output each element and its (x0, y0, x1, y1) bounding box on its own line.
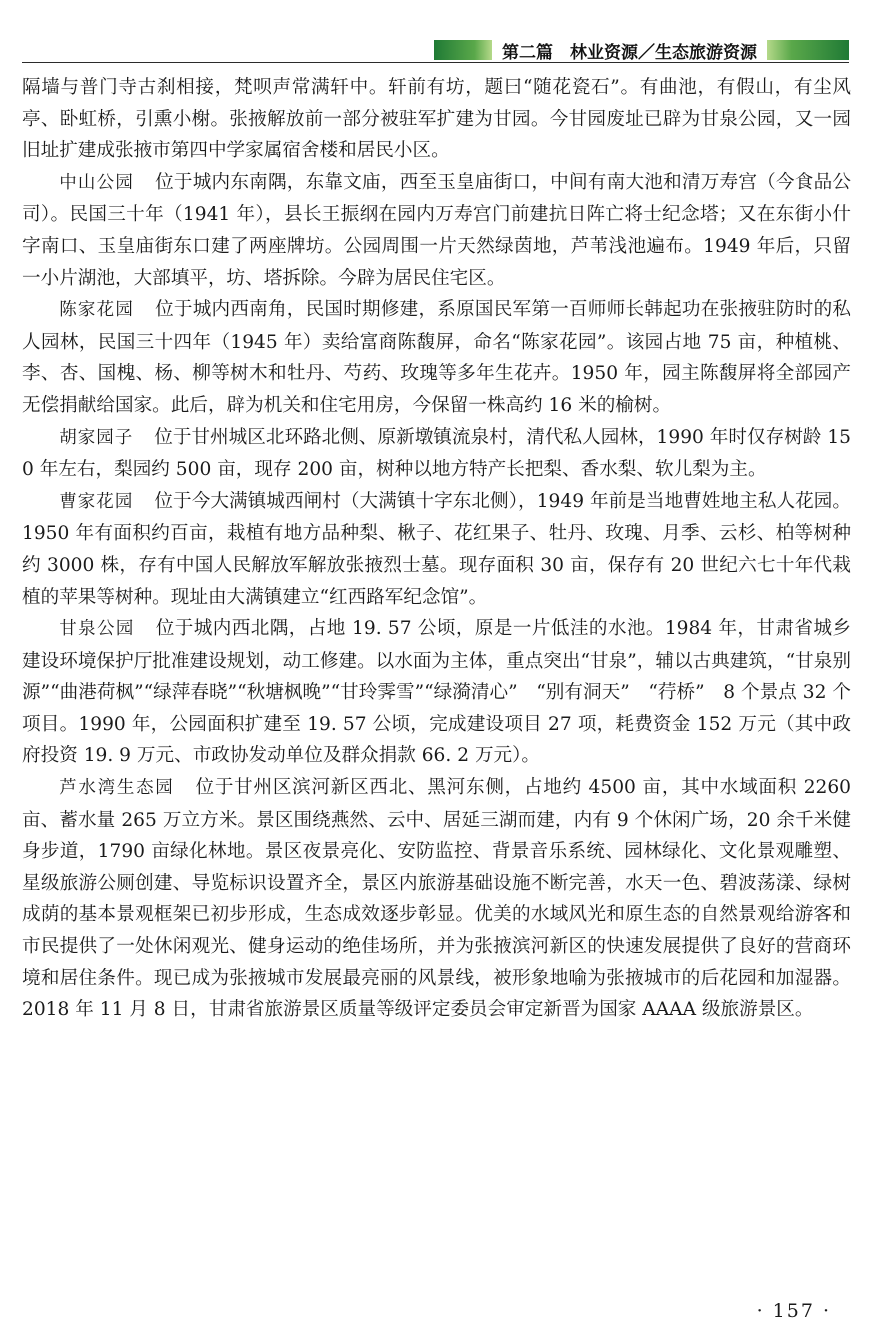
entry-term: 曹家花园 (59, 491, 134, 512)
paragraph-text: 位于甘州城区北环路北侧、原新墩镇流泉村，清代私人园林，1990 年时仅存树龄 150 年左右，梨园约 500 亩，现存 200 亩，树种以地方特产长把梨、香水梨、软儿梨为主。 (22, 426, 851, 481)
paragraph-chen-garden (22, 294, 851, 421)
section-title: 第二篇 林业资源／生态旅游资源 (502, 42, 757, 63)
paragraph-text: 位于今大满镇城西闸村（大满镇十字东北侧），1949 年前是当地曹姓地主私人花园。1950 年有面积约百亩，栽植有地方品种梨、楸子、花红果子、牡丹、玫瑰、月季、云杉、柏等树种约 3000 株，存有中国人民解放军解放张掖烈士墓。现存面积 30 亩，保存有 20 世纪六七十年代栽植的苹果等树种。现址由大满镇建立“红西路军纪念馆”。 (22, 490, 851, 608)
entry-term: 甘泉公园 (59, 619, 135, 640)
header-banner (434, 40, 849, 63)
paragraph-cao-garden (22, 486, 851, 613)
entry-term: 中山公园 (59, 172, 135, 193)
paragraph-text: 位于城内西北隅，占地 19. 57 公顷，原是一片低洼的水池。1984 年，甘肃省城乡建设环境保护厅批准建设规划，动工修建。以水面为主体，重点突出“甘泉”，辅以古典建筑，“甘泉别源”“曲港荷枫”“绿萍春晓”“秋塘枫晚”“甘玲霁雪”“绿漪清心” “别有洞天” “荇桥” 8 个景点 32 个项目。1990 年，公园面积扩建至 19. 57 公顷，完成建设项目 27 项，耗费资金 152 万元（其中政府投资 19. 9 万元、市政协发动单位及群众捐款 66. 2 万元）。 (22, 618, 851, 767)
paragraph-text: 位于甘州区滨河新区西北、黑河东侧，占地约 4500 亩，其中水域面积 2260 亩、蓄水量 265 万立方米。景区围绕燕然、云中、居延三湖而建，内有 9 个休闲广场，20 余千米健身步道，1790 亩绿化林地。景区夜景亮化、安防监控、背景音乐系统、园林绿化、文化景观雕塑、星级旅游公厕创建、导览标识设置齐全，景区内旅游基础设施不断完善，水天一色、碧波荡漾、绿树成荫的基本景观框架已初步形成，生态成效逐步彰显。优美的水域风光和原生态的自然景观给游客和市民提供了一处休闲观光、健身运动的绝佳场所，并为张掖滨河新区的快速发展提供了良好的营商环境和居住条件。现已成为张掖城市发展最亮丽的风景线，被形象地喻为张掖城市的后花园和加湿器。2018 年 11 月 8 日，甘肃省旅游景区质量等级评定委员会审定新晋为国家 AAAA 级旅游景区。 (22, 777, 852, 1021)
paragraph-text: 位于城内东南隅，东靠文庙，西至玉皇庙街口，中间有南大池和清万寿宫（今食品公司）。民国三十年（1941 年），县长王振纲在园内万寿宫门前建抗日阵亡将士纪念塔；又在东街小什字南口、玉皇庙街东口建了两座牌坊。公园周围一片天然绿茵地，芦苇浅池遍布。1949 年后，只留一小片湖池，大部填平，坊、塔拆除。今辟为居民住宅区。 (22, 171, 851, 289)
paragraph-lushuiwan-park (22, 772, 851, 1026)
page-body (22, 72, 851, 1026)
paragraph-text: 隔墙与普门寺古刹相接，梵呗声常满轩中。轩前有坊，题曰“随花瓷石”。有曲池，有假山，有尘风亭、卧虹桥，引熏小榭。张掖解放前一部分被驻军扩建为甘园。今甘园废址已辟为甘泉公园，又一园旧址扩建成张掖市第四中学家属宿舍楼和居民小区。 (22, 77, 851, 162)
header-bar-left (434, 40, 492, 60)
paragraph-hu-garden (22, 422, 851, 486)
header-bar-right (767, 40, 849, 60)
paragraph-text: 位于城内西南角，民国时期修建，系原国民军第一百师师长韩起功在张掖驻防时的私人园林，民国三十四年（1945 年）卖给富商陈馥屏，命名“陈家花园”。该园占地 75 亩，种植桃、李、杏、国槐、杨、柳等树木和牡丹、芍药、玫瑰等多年生花卉。1950 年，园主陈馥屏将全部园产无偿捐献给国家。此后，辟为机关和住宅用房，今保留一株高约 16 米的榆树。 (22, 299, 851, 416)
paragraph-ganquan-park (22, 613, 851, 772)
page-number: · 157 · (756, 1300, 831, 1322)
paragraph-continued (22, 72, 851, 167)
entry-term: 陈家花园 (59, 300, 135, 321)
paragraph-zhongshan-park (22, 167, 851, 294)
entry-term: 胡家园子 (59, 427, 134, 448)
entry-term: 芦水湾生态园 (59, 778, 175, 799)
running-header (22, 34, 849, 63)
